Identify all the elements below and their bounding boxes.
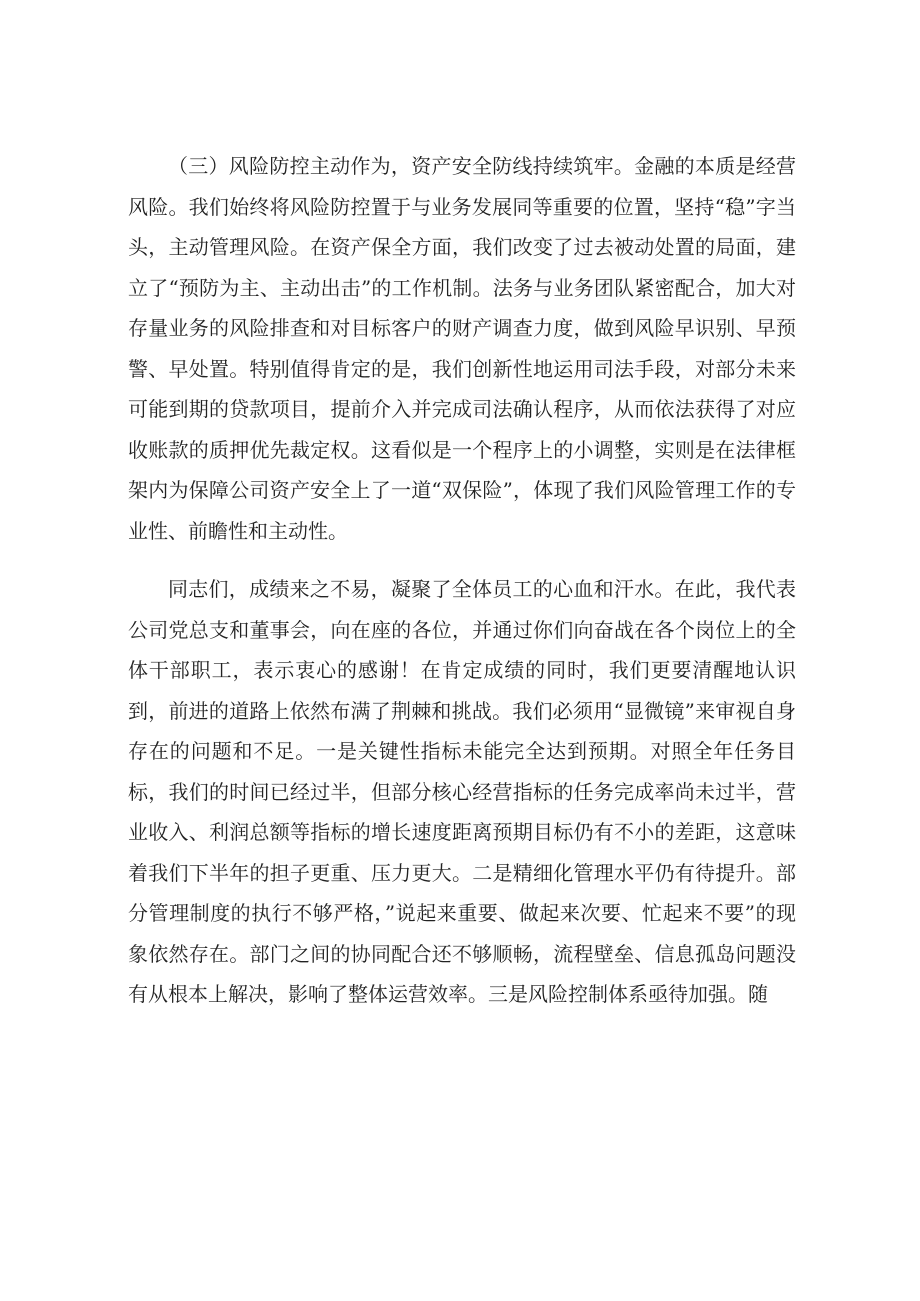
document-body xyxy=(128,146,796,1015)
paragraph-achievements-and-problems: 同志们，成绩来之不易，凝聚了全体员工的心血和汗水。在此，我代表公司党总支和董事会，向在座的各位，并通过你们向奋战在各个岗位上的全体干部职工，表示衷心的感谢！在肯定成绩的同时，我们更要清醒地认识到，前进的道路上依然布满了荆棘和挑战。我们必须用“显微镜”来审视自身存在的问题和不足。一是关键性指标未能完全达到预期。对照全年任务目标，我们的时间已经过半，但部分核心经营指标的任务完成率尚未过半，营业收入、利润总额等指标的增长速度距离预期目标仍有不小的差距，这意味着我们下半年的担子更重、压力更大。二是精细化管理水平仍有待提升。部分管理制度的执行不够严格，”说起来重要、做起来次要、忙起来不要”的现象依然存在。部门之间的协同配合还不够顺畅，流程壁垒、信息孤岛问题没有从根本上解决，影响了整体运营效率。三是风险控制体系亟待加强。随 xyxy=(128,577,796,1006)
paragraph-risk-control: （三）风险防控主动作为，资产安全防线持续筑牢。金融的本质是经营风险。我们始终将风险防控置于与业务发展同等重要的位置，坚持“稳”字当头，主动管理风险。在资产保全方面，我们改变了过去被动处置的局面，建立了“预防为主、主动出击”的工作机制。法务与业务团队紧密配合，加大对存量业务的风险排查和对目标客户的财产调查力度，做到风险早识别、早预警、早处置。特别值得肯定的是，我们创新性地运用司法手段，对部分未来可能到期的贷款项目，提前介入并完成司法确认程序，从而依法获得了对应收账款的质押优先裁定权。这看似是一个程序上的小调整，实则是在法律框架内为保障公司资产安全上了一道“双保险”，体现了我们风险管理工作的专业性、前瞻性和主动性。 xyxy=(128,154,796,543)
